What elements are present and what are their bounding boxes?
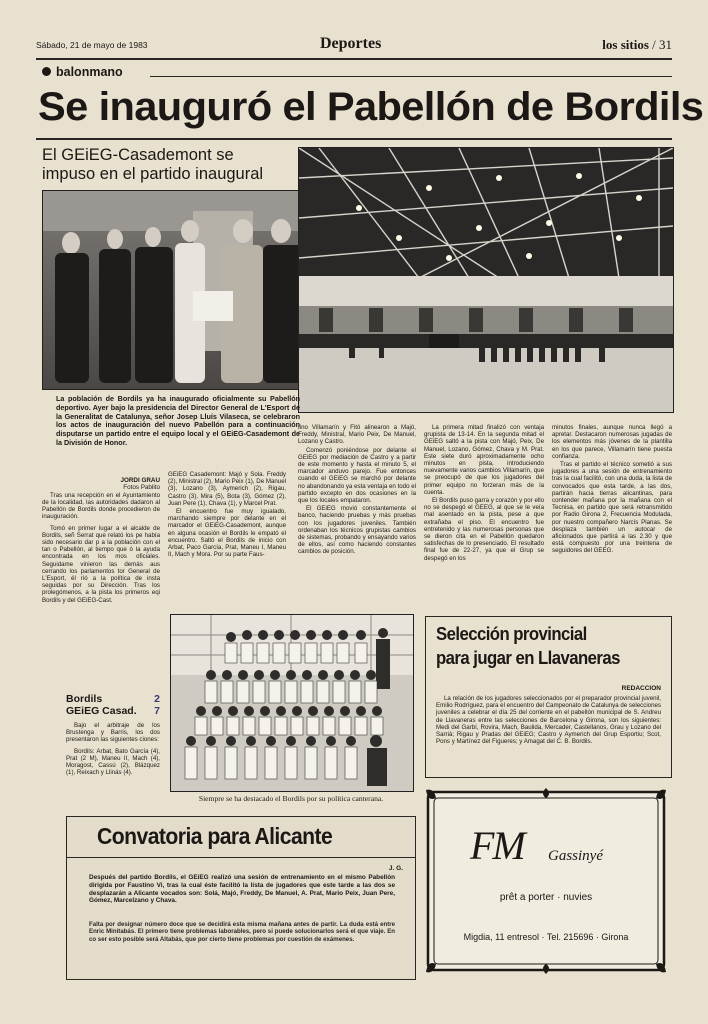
byline-photos: Fotos Pablito xyxy=(123,484,160,492)
kicker-rule xyxy=(150,76,672,77)
seleccion-title-2: para jugar en Llavaneras xyxy=(436,648,620,668)
col4-paragraph: La primera mitad finalizó con ventaja grupista de 13-14. En la segunda mitad el GEiEG saltó a la pista con Majó, Peix, De Manuel, Lozano, Gómez, Chava y M. Prat. Este siete duró aproximadamente ocho minutos en pista, introduciendo nuevamente varios cambios Villamarín, que se preocupó de que los jugadores del primer equipo no forzeran más de la cuenta. xyxy=(424,424,544,496)
headline-rule xyxy=(36,138,672,140)
advertisement xyxy=(422,786,670,976)
col1-paragraph: Tras una recepción en el Ayuntamiento de la localidad, las autoridades dadaron al Pabellón de Bordils donde procedieron de inauguración. xyxy=(42,491,160,521)
convocatoria-byline: J. G. xyxy=(388,865,403,872)
col1b-lineup: Bordils: Arbat, Bato García (4), Prat (2 M), Maneu II, Mach (4), Moragost, Cassú (2), Blázquez (1), Reixach y Llinás (4). xyxy=(66,747,160,777)
ad-monogram: FM xyxy=(470,823,524,868)
byline xyxy=(42,477,160,492)
header-paper xyxy=(602,37,672,53)
convocatoria-text-2: Falta por designar número doce que se decidirá esta misma mañana antes de partir. La duda está entre Enric Minitabás. El primero tiene problemas laborables, pero si puede solucionarlos será el que viaje. En co ser esto posible será Altabás, que por cierto tiene problemas por cuestión de exámenes. xyxy=(89,921,395,943)
team-1: Bordils xyxy=(66,693,103,705)
col4-paragraph: El Bordils puso garra y corazón y por ello no se despegó el GEEG, al que se le veía mal asentado en la pista, pese a que extrañaba el piso. El encuentro fue entretenido y las numerosas personas que se dieron cita en el Pabellón quedaron satisfechas de lo presenciado. El resultado final fue de 22-27, ya que el Grup se despegó en los xyxy=(424,497,544,562)
page-number: / 31 xyxy=(652,37,672,52)
convocatoria-rule xyxy=(67,857,415,858)
subhead xyxy=(42,146,263,184)
kicker xyxy=(42,65,123,79)
bullet-icon xyxy=(42,67,51,76)
col3-paragraph: El GEiEG movió constantemente el banco, haciendo pruebas y más pruebas con los jugadores juveniles. También ordenaban los técnicos grupistas cambios de sistemas, probando y ensayando varios de ellos, así como haciendo constantes cambios de posición. xyxy=(298,505,416,556)
article-column-1b xyxy=(66,722,160,777)
article-column-1 xyxy=(42,477,160,605)
convocatoria-text-1: Después del partido Bordils, el GEiEG realizó una sesión de entrenamiento en el mismo Pabellón dirigida por Faustino Vi, tras la cual éste facilitó la lista de jugadores que este tarde a las dos se desplazarán a Alicante vocados son: Solá, Majó, Freddy, De Manuel, A. Prat, Mario Peix, Juan Pere, Gómez, Marcelzano y Chava. xyxy=(89,874,395,905)
seleccion-paragraph: La relación de los jugadores seleccionados por el preparador provincial juvenil, Emilio Rodríguez, para el encuentro del Campeonato de Catalunya de selecciones juveniles a celebrar el día 25 del corriente en el pabellón municipal de S. Andreu de Llavaneras entre las selecciones de Barcelona y Girona, son los siguientes: Medi del Garbí, Rovira, Mach, Baulida, Mercader, Castellanos, Grau y Lozano del Sarrià; Rigau y Pradas del GEiEG; Castro y Aymerich del Grup Esportiu; Scot, Pons y Martínez del Figueres; y Amagat del C. B. Bordils. xyxy=(436,695,661,746)
col1b-paragraph: Bajo el arbitraje de los Brustenga y Barris, los dos presentaron las siguientes ciones: xyxy=(66,722,160,744)
col1-paragraph: Tomó en primer lugar a el alcalde de Bordils, señ Serrat que relató los pe había sido necesario dar p a la población con el tan o Pabellón, al tiempo que ó la ayuda encontrada en los mos oficiales. Seguidame vinieron las demás aus cerrando los parlamentos tor General de L'Esport, él rió a la política de insta seguidas por su Dirección. Tras los prolegómenos, a la pista los primeros eqi Bordils y del GEiEG-Cast. xyxy=(42,524,160,604)
score-1: 2 xyxy=(154,693,160,705)
convocatoria-title: Convatoria para Alicante xyxy=(97,823,333,849)
col3-paragraph: Comenzó poniéndose por delante el GEiEG por mediación de Castro y a partir de este momento y hasta el minuto 5, el marcador anduvo parejo. Fue entonces cuando el GEiEG se marchó por delante no abandonando ya esta ventaja en todo el partido excepto en dos ocasiones en la que los locales empataron. xyxy=(298,446,416,505)
seleccion-text xyxy=(436,695,661,746)
score-row-1 xyxy=(66,693,160,705)
officials-photo xyxy=(42,190,322,390)
col2-paragraph: GEiEG Casademont: Majó y Sola. Freddy (2), Ministral (2), Mario Peix (1), De Manuel (3), Lozano (3), Aymerich (2), Rigau, Castro (3), Mira (5), Bota (3), Gómez (2), Juan Pere (1), Chava (1), y Marcel Prat. xyxy=(168,471,286,507)
convocatoria-box xyxy=(66,816,416,980)
col2-paragraph: El encuentro fue muy igualado, marchando siempre por delante en el marcador el GEiEG-Casademont, aunque en alguna ocasión el Bordils le empató el encuentro. Saltó el Bordils de inicio con Arbat, Paco García, Prat, Maneu I, Maneu II, Mach y Mora. Por su parte Faus- xyxy=(168,508,286,559)
page-header xyxy=(36,35,672,55)
subhead-line-2: impuso en el partido inaugural xyxy=(42,165,264,183)
col5-paragraph: minutos finales, aunque nunca llegó a apretar. Destacaron numerosas jugadas de los elementos más jóvenes de la plantilla en los que parece, Villamarín tiene puesta confianza. xyxy=(552,424,672,460)
score-2: 7 xyxy=(154,705,160,717)
article-column-2 xyxy=(168,471,286,559)
lead-paragraph: La población de Bordils ya ha inaugurado oficialmente su Pabellón deportivo. Ayer bajo la presidencia del Director General de L'Esport de la Generalitat de Catalunya, señor Josep Lluís Vilaseca, se celebraron los actos de inauguración del nuevo Pabellón para a continuación disputarse un partido entre el equipo local y el GEiEG-Casademont de la División de Honor. xyxy=(56,394,300,447)
seleccion-byline: REDACCION xyxy=(621,685,661,692)
ad-address: Migdia, 11 entresol · Tel. 215696 · Girona xyxy=(463,932,629,942)
article-column-4 xyxy=(424,424,544,563)
ad-name: Gassinyé xyxy=(548,848,603,864)
seleccion-box xyxy=(425,616,672,778)
score-box xyxy=(66,693,160,717)
col3-paragraph: tino Villamarín y Fitó alinearon a Majó, Freddy, Ministral, Mario Peix, De Manuel, Lozano y Castro. xyxy=(298,424,416,446)
header-date: Sábado, 21 de mayo de 1983 xyxy=(36,40,148,50)
team-photo-caption: Siempre se ha destacado el Bordils por su política canterana. xyxy=(198,794,384,803)
article-column-3 xyxy=(298,424,416,557)
header-section: Deportes xyxy=(320,35,382,52)
article-column-5 xyxy=(552,424,672,556)
team-2: GEiEG Casad. xyxy=(66,705,137,717)
subhead-line-1: El GEiEG-Casademont se xyxy=(42,146,234,164)
seleccion-title-1: Selección provincial xyxy=(436,624,587,644)
header-rule xyxy=(36,58,672,60)
pavilion-photo xyxy=(298,147,674,413)
col5-paragraph: Tras el partido el técnico sometió a sus jugadores a una sesión de entrenamiento tras la cual facilitó, con una duda, la lista de convocados que esta tarde, a las dos, partirán hacia tierras alicantinas, para contender mañana por la mañana con el Tecnisa, en partido que será retransmitido por Radio Girona 2, Frecuencia Modulada, por nuestro compañero Narcís Planas. Se desplaza también un autocar de aficionados que partirá a las 2.30 y que está compuesto por una treintena de seguidores del GEEG. xyxy=(552,461,672,555)
byline-author: JORDI GRAU xyxy=(120,477,160,484)
kicker-text: balonmano xyxy=(56,65,123,79)
score-row-2 xyxy=(66,705,160,717)
team-photo xyxy=(170,614,414,792)
ad-ornate-frame xyxy=(422,786,670,976)
headline: Se inauguró el Pabellón de Bordils xyxy=(38,85,704,129)
paper-name: los sitios xyxy=(602,37,649,52)
ad-tagline: prêt a porter · nuvies xyxy=(499,892,593,903)
